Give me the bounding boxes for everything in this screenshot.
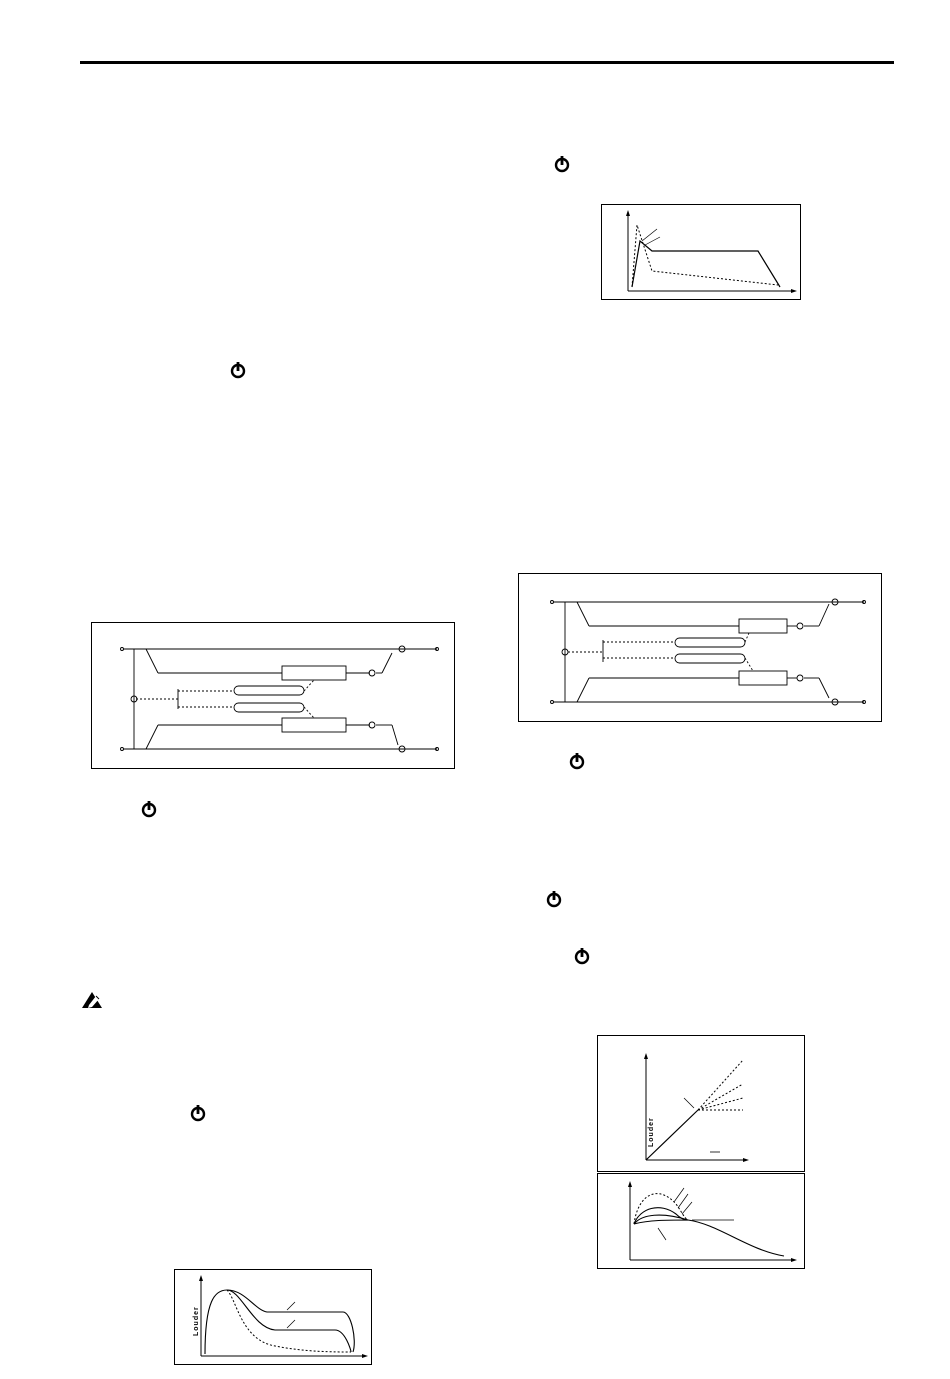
response-curves-graph [597, 1173, 805, 1269]
envelope-graph [601, 204, 801, 300]
envelope-graph-plot [602, 205, 802, 301]
signal-flow-diagram-right-svg [519, 574, 883, 723]
knob-icon [553, 155, 571, 173]
transfer-curve-graph [597, 1035, 805, 1172]
y-axis-label: Louder [648, 1117, 655, 1147]
signal-flow-diagram-left [91, 622, 455, 769]
knob-icon [573, 947, 591, 965]
envelope-curve-solid [632, 241, 780, 287]
response-curves-plot [598, 1174, 806, 1270]
envelope-curve-dotted [632, 225, 778, 287]
knob-icon [229, 361, 247, 379]
header-rule [80, 61, 894, 64]
level-curves-graph [174, 1269, 372, 1365]
signal-flow-diagram-left-svg [92, 623, 456, 770]
signal-flow-diagram-right [518, 573, 882, 722]
y-axis-label: Louder [193, 1306, 200, 1336]
level-curves-plot [175, 1270, 373, 1366]
warning-pencil-icon [80, 990, 106, 1010]
knob-icon [545, 890, 563, 908]
transfer-curve-plot [598, 1036, 806, 1173]
knob-icon [189, 1104, 207, 1122]
knob-icon [140, 800, 158, 818]
knob-icon [568, 752, 586, 770]
